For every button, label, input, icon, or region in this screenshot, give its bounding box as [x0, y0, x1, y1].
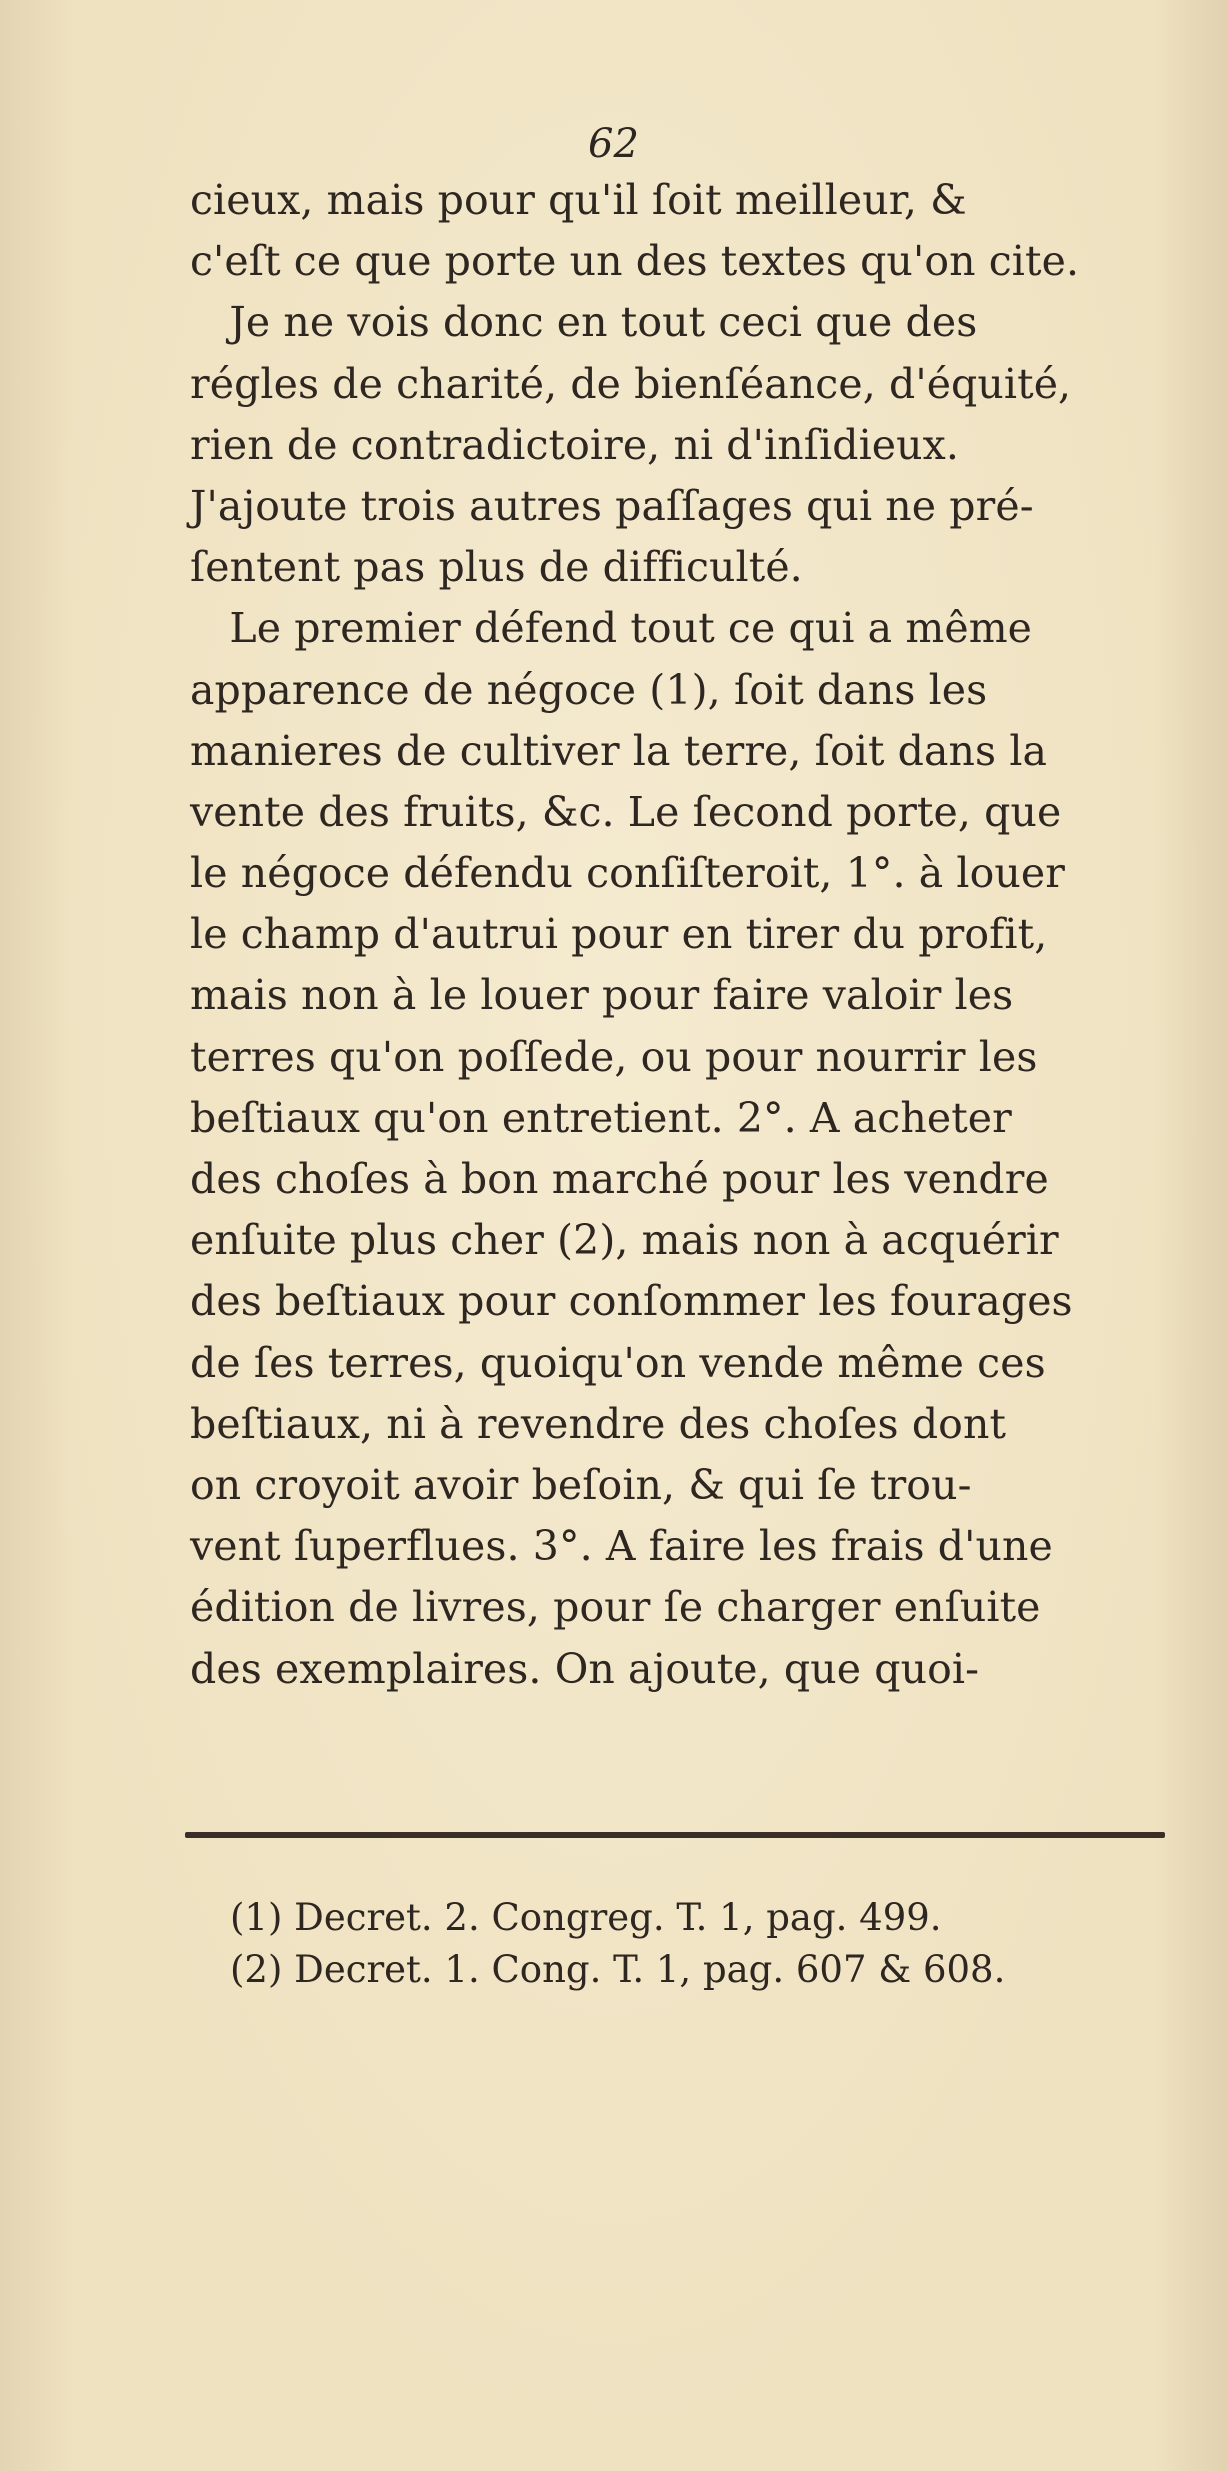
footnotes	[230, 1892, 1190, 1996]
text-line: des choſes à bon marché pour les vendre	[190, 1155, 1049, 1203]
text-line: rien de contradictoire, ni d'inſidieux.	[190, 420, 960, 469]
text-line: régles de charité, de bienſéance, d'équité,	[190, 359, 1072, 408]
text-line: de ſes terres, quoiqu'on vende même ces	[190, 1338, 1046, 1387]
text-line: Le premier défend tout ce qui a même	[190, 604, 1033, 653]
text-line: Je ne vois donc en tout ceci que des	[190, 298, 978, 347]
text-line: vent ſuperflues. 3°. A faire les frais d'une	[190, 1522, 1053, 1571]
text-line: mais non à le louer pour faire valoir les	[190, 971, 1014, 1020]
text-line: beſtiaux, ni à revendre des choſes dont	[190, 1399, 1007, 1448]
text-line: des exemplaires. On ajoute, que quoi-	[190, 1644, 980, 1693]
text-line: le champ d'autrui pour en tirer du profit,	[190, 910, 1048, 959]
text-line: enſuite plus cher (2), mais non à acquérir	[190, 1216, 1059, 1265]
footnote-divider	[185, 1832, 1165, 1838]
text-line: terres qu'on poſſede, ou pour nourrir les	[190, 1032, 1038, 1081]
text-line: ſentent pas plus de difficulté.	[190, 543, 803, 592]
text-line: le négoce défendu conſiſteroit, 1°. à louer	[190, 849, 1065, 898]
text-line: édition de livres, pour ſe charger enſuite	[190, 1583, 1041, 1632]
page-number: 62	[588, 121, 639, 167]
text-line: vente des fruits, &c. Le ſecond porte, que	[190, 787, 1062, 836]
text-line: beſtiaux qu'on entretient. 2°. A acheter	[190, 1093, 1012, 1142]
text-line: des beſtiaux pour conſommer les fourages	[190, 1277, 1073, 1326]
text-line: on croyoit avoir beſoin, & qui ſe trou-	[190, 1460, 972, 1509]
footnote: (1) Decret. 2. Congreg. T. 1, pag. 499.	[230, 1896, 942, 1939]
text-line: apparence de négoce (1), ſoit dans les	[190, 665, 988, 714]
text-line: cieux, mais pour qu'il ſoit meilleur, &	[190, 176, 967, 224]
text-line: c'eſt ce que porte un des textes qu'on cite.	[190, 237, 1080, 286]
text-line: manieres de cultiver la terre, ſoit dans la	[190, 726, 1048, 775]
text-line: J'ajoute trois autres paſſages qui ne pré-	[190, 481, 1034, 530]
body-text	[190, 170, 1210, 1700]
footnote: (2) Decret. 1. Cong. T. 1, pag. 607 & 608.	[230, 1948, 1006, 1991]
